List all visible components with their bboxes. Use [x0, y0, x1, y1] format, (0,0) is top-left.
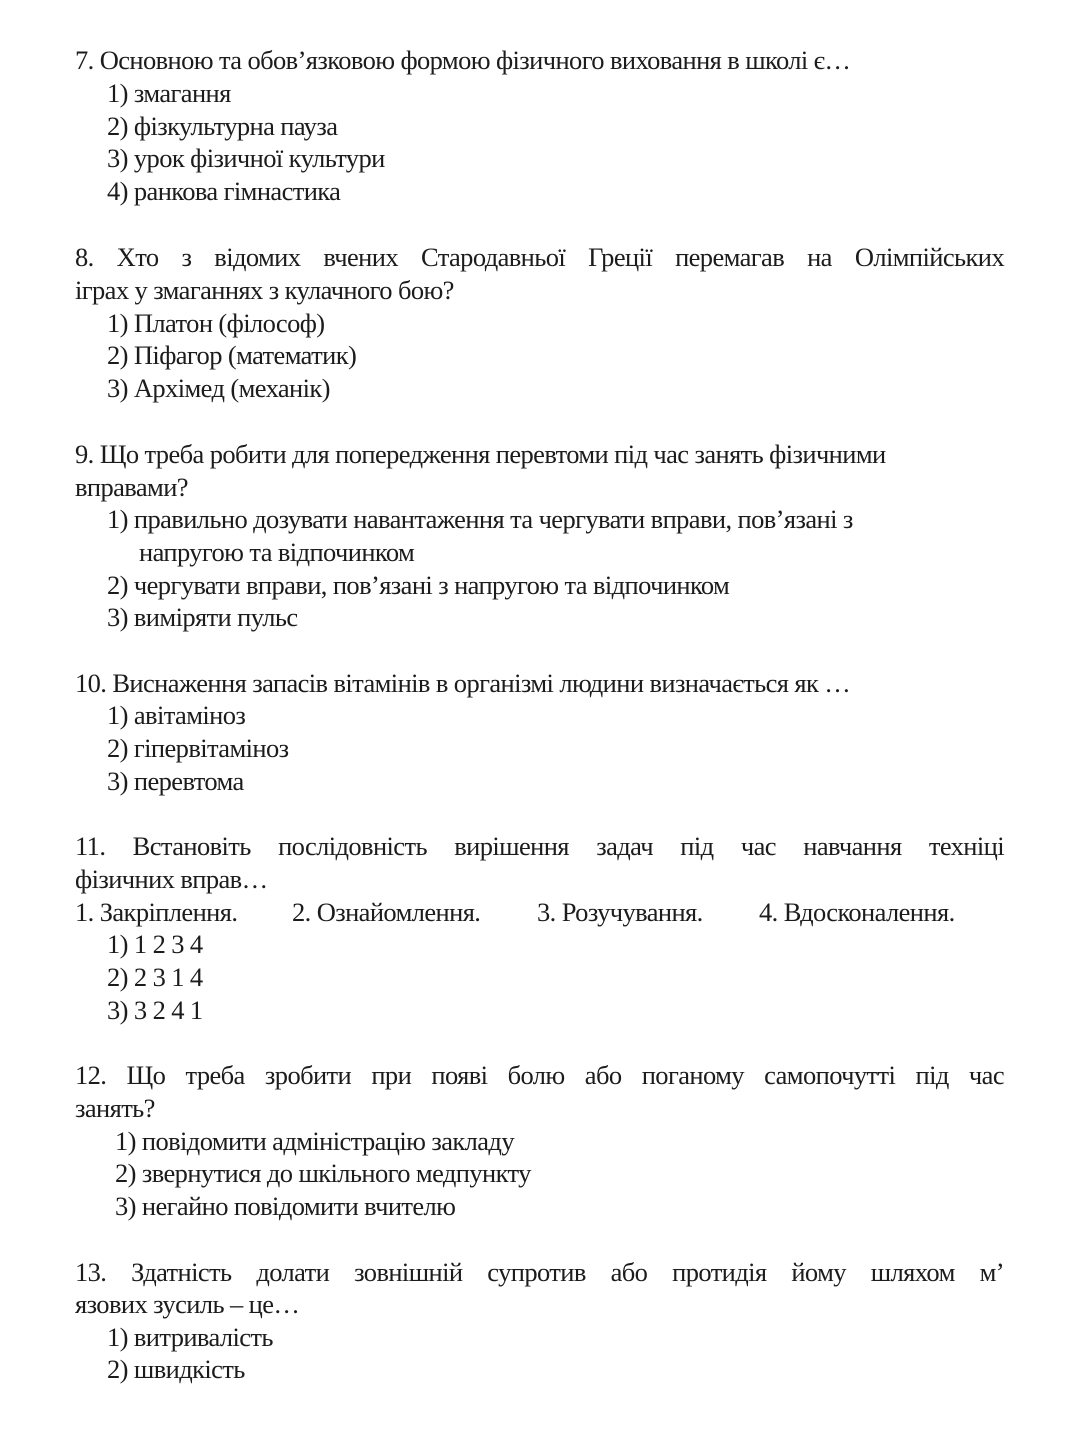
answer-option: 3) негайно повідомити вчителю: [115, 1191, 456, 1221]
answer-option: 3) Архімед (механік): [107, 373, 330, 403]
answer-option: 2) 2 3 1 4: [107, 962, 203, 992]
question-text: вправами?: [75, 472, 188, 502]
answer-option: 2) Піфагор (математик): [107, 340, 357, 370]
question-text: 7. Основною та обов’язковою формою фізичного виховання в школі є…: [75, 45, 851, 75]
answer-option: 1) витривалість: [107, 1322, 273, 1352]
answer-option: 3) перевтома: [107, 766, 244, 796]
answer-option: 2) швидкість: [107, 1354, 245, 1384]
answer-option: 2) гіпервітаміноз: [107, 733, 289, 763]
question-text: занять?: [75, 1093, 155, 1123]
question-text: іграх у змаганнях з кулачного бою?: [75, 275, 454, 305]
question-text: 12. Що треба зробити при появі болю або поганому самопочутті під час: [75, 1060, 1004, 1090]
answer-option: 1) авітаміноз: [107, 700, 246, 730]
answer-option: 1) повідомити адміністрацію закладу: [115, 1126, 514, 1156]
answer-option: 1) правильно дозувати навантаження та чергувати вправи, пов’язані з: [107, 504, 853, 534]
answer-option: 1) змагання: [107, 78, 231, 108]
sequence-item: 1. Закріплення.: [75, 897, 238, 927]
sequence-item: 4. Вдосконалення.: [759, 897, 955, 927]
answer-option: 4) ранкова гімнастика: [107, 176, 341, 206]
question-text: 9. Що треба робити для попередження перевтоми під час занять фізичними: [75, 439, 886, 469]
answer-option: 1) Платон (філософ): [107, 308, 325, 338]
question-text: фізичних вправ…: [75, 864, 268, 894]
answer-option: 3) виміряти пульс: [107, 602, 298, 632]
sequence-item: 3. Розучування.: [537, 897, 703, 927]
question-text: 11. Встановіть послідовність вирішення задач під час навчання техніці: [75, 831, 1004, 861]
sequence-item: 2. Ознайомлення.: [292, 897, 481, 927]
question-text: 10. Виснаження запасів вітамінів в організмі людини визначається як …: [75, 668, 851, 698]
answer-option-continuation: напругою та відпочинком: [139, 537, 415, 567]
answer-option: 2) звернутися до шкільного медпункту: [115, 1158, 531, 1188]
question-text: язових зусиль – це…: [75, 1289, 300, 1319]
answer-option: 2) фізкультурна пауза: [107, 111, 338, 141]
answer-option: 3) 3 2 4 1: [107, 995, 203, 1025]
answer-option: 3) урок фізичної культури: [107, 143, 385, 173]
question-text: 8. Хто з відомих вчених Стародавньої Греції перемагав на Олімпійських: [75, 242, 1004, 272]
answer-option: 1) 1 2 3 4: [107, 929, 203, 959]
question-text: 13. Здатність долати зовнішній супротив або протидія йому шляхом м’: [75, 1257, 1004, 1287]
answer-option: 2) чергувати вправи, пов’язані з напругою та відпочинком: [107, 570, 730, 600]
